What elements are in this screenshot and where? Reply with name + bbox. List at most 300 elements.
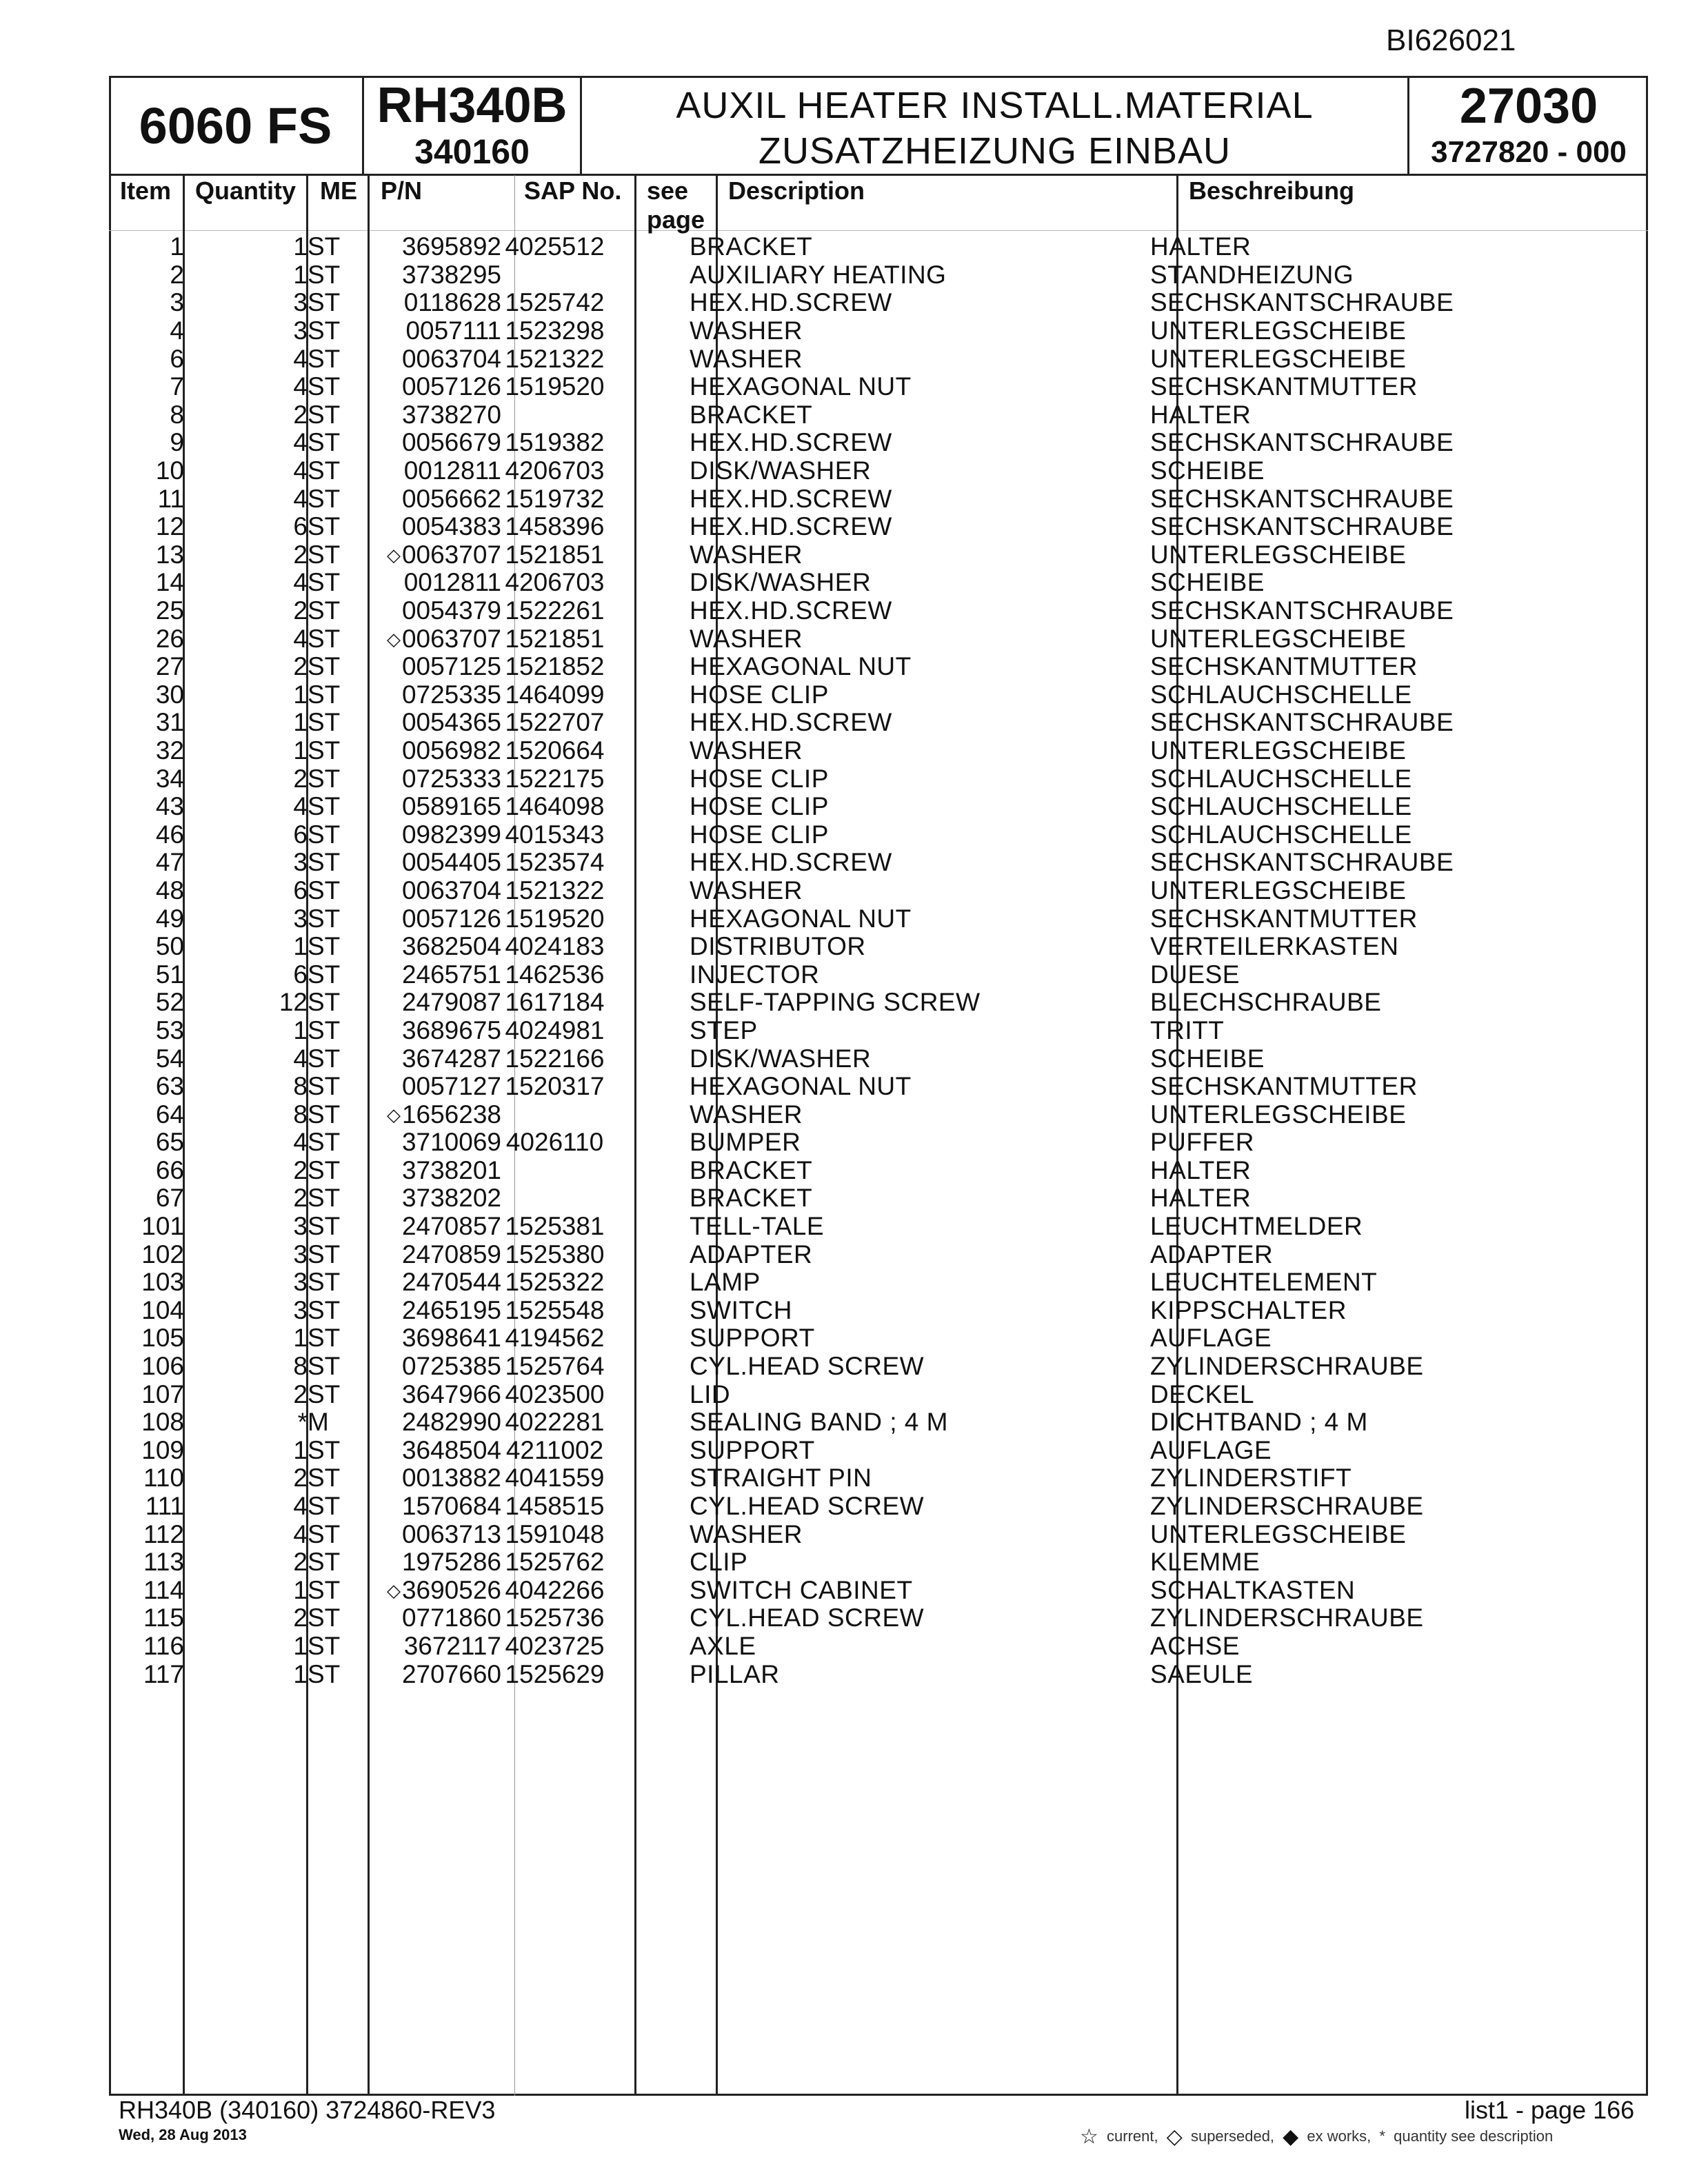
item-cell: 117 [143, 1660, 184, 1688]
sap-cell: 1525742 [505, 289, 605, 317]
pn-cell [369, 1437, 501, 1465]
table-row [111, 1493, 1633, 1521]
pn-cell [369, 960, 501, 989]
quantity-cell: 4 [293, 345, 308, 373]
part-number: 3682504 [401, 932, 501, 961]
part-number: 0013882 [401, 1464, 501, 1493]
me-cell: ST [308, 709, 341, 737]
pn-cell [369, 261, 501, 290]
quantity-cell: 2 [293, 596, 308, 625]
description-cell: HEXAGONAL NUT [690, 904, 912, 933]
see-page-cell [608, 485, 690, 513]
description-cell: DISTRIBUTOR [690, 932, 866, 961]
description-cell: WASHER [690, 1100, 803, 1129]
item-cell: 46 [155, 820, 184, 849]
me-cell: ST [308, 625, 341, 653]
beschreibung-cell: AUFLAGE [1150, 1324, 1272, 1353]
item-cell: 105 [141, 1324, 184, 1353]
quantity-cell: 1 [293, 233, 308, 261]
me-cell: ST [308, 429, 341, 457]
sap-cell: 1525764 [505, 1352, 605, 1381]
item-cell: 103 [141, 1268, 184, 1297]
me-cell: ST [308, 1548, 341, 1577]
table-row [111, 989, 1633, 1017]
part-number: 0056662 [401, 485, 501, 513]
me-cell: ST [308, 876, 341, 904]
part-number: 3738295 [401, 261, 501, 289]
see-page-cell [608, 1324, 690, 1353]
sap-cell: 1462536 [505, 960, 605, 989]
part-number: 0012811 [403, 569, 501, 597]
quantity-cell: 1 [293, 1632, 308, 1660]
see-page-cell [608, 709, 690, 737]
item-cell: 108 [141, 1408, 184, 1437]
beschreibung-cell: ZYLINDERSCHRAUBE [1150, 1492, 1424, 1521]
see-page-cell [608, 1240, 690, 1268]
sap-cell: 4015343 [505, 820, 605, 849]
sap-cell: 1525381 [505, 1212, 605, 1241]
me-cell: ST [308, 1352, 341, 1381]
item-cell: 65 [155, 1129, 184, 1157]
item-cell: 6 [170, 345, 184, 373]
beschreibung-cell: UNTERLEGSCHEIBE [1150, 1100, 1407, 1129]
table-row [111, 1604, 1633, 1632]
item-cell: 47 [155, 849, 184, 877]
item-cell: 4 [170, 316, 184, 345]
me-cell: ST [308, 1520, 341, 1548]
see-page-cell [608, 345, 690, 373]
pn-cell [369, 597, 501, 625]
sap-cell: 1525322 [505, 1268, 605, 1297]
table-row [111, 1184, 1633, 1213]
part-number: 3738270 [401, 401, 501, 429]
sap-cell: 1525380 [505, 1240, 605, 1268]
description-cell: HEX.HD.SCREW [690, 512, 892, 541]
pn-cell [369, 289, 501, 317]
footer-page-number: list1 - page 166 [1465, 2096, 1635, 2124]
quantity-cell: 6 [293, 512, 308, 541]
see-page-cell [608, 401, 690, 429]
me-cell: ST [308, 1240, 341, 1268]
description-cell: STEP [690, 1016, 758, 1044]
sap-cell: 1522707 [505, 709, 605, 737]
assembly-subcode: 340160 [414, 132, 530, 171]
sap-cell: 4194562 [505, 1324, 605, 1353]
me-cell: ST [308, 820, 341, 849]
description-cell: WASHER [690, 625, 803, 653]
see-page-cell [608, 1184, 690, 1213]
table-row [111, 233, 1633, 261]
description-cell: SEALING BAND ; 4 M [690, 1408, 948, 1437]
sap-cell: 4023725 [505, 1632, 605, 1660]
me-cell: ST [308, 765, 341, 793]
legend-quantity-symbol: * [1379, 2127, 1385, 2145]
quantity-cell: * [297, 1408, 308, 1437]
table-row [111, 513, 1633, 541]
item-cell: 7 [170, 372, 184, 401]
pn-cell [369, 1493, 501, 1521]
beschreibung-cell: SECHSKANTSCHRAUBE [1150, 709, 1454, 737]
beschreibung-cell: SECHSKANTSCHRAUBE [1150, 289, 1454, 317]
table-row [111, 625, 1633, 653]
pn-cell [369, 541, 501, 569]
beschreibung-cell: HALTER [1150, 1184, 1252, 1213]
item-cell: 32 [155, 736, 184, 765]
part-number: 1570684 [401, 1492, 501, 1521]
pn-cell [369, 933, 501, 961]
beschreibung-cell: SCHLAUCHSCHELLE [1150, 680, 1412, 709]
beschreibung-cell: SECHSKANTSCHRAUBE [1150, 429, 1454, 457]
pn-cell [369, 737, 501, 765]
beschreibung-cell: HALTER [1150, 401, 1252, 429]
beschreibung-cell: SECHSKANTSCHRAUBE [1150, 596, 1454, 625]
description-cell: AUXILIARY HEATING [690, 261, 947, 289]
see-page-cell [608, 429, 690, 457]
document-id: BI626021 [1386, 23, 1516, 57]
pn-cell [369, 317, 501, 345]
item-cell: 104 [141, 1296, 184, 1324]
part-number: 0057126 [401, 372, 501, 401]
footer-date: Wed, 28 Aug 2013 [119, 2126, 247, 2143]
part-number: 0057127 [401, 1072, 501, 1101]
quantity-cell: 4 [293, 1520, 308, 1548]
description-cell: TELL-TALE [690, 1212, 825, 1241]
column-header-sap: SAP No. [524, 176, 622, 205]
beschreibung-cell: UNTERLEGSCHEIBE [1150, 345, 1407, 373]
see-page-cell [608, 1632, 690, 1661]
part-number: 0054379 [401, 596, 501, 625]
description-cell: BRACKET [690, 233, 813, 261]
description-cell: HEXAGONAL NUT [690, 372, 912, 401]
see-page-cell [608, 1464, 690, 1493]
me-cell: ST [308, 736, 341, 765]
me-cell: ST [308, 401, 341, 429]
see-page-cell [608, 737, 690, 765]
quantity-cell: 1 [293, 1016, 308, 1044]
item-cell: 13 [155, 540, 184, 569]
part-number: 0725335 [401, 680, 501, 709]
beschreibung-cell: SECHSKANTSCHRAUBE [1150, 849, 1454, 877]
table-row [111, 653, 1633, 681]
parts-table-body [111, 233, 1633, 1688]
description-cell: HOSE CLIP [690, 820, 829, 849]
description-cell: BRACKET [690, 1184, 813, 1213]
sap-cell: 1458396 [505, 512, 605, 541]
quantity-cell: 8 [293, 1072, 308, 1101]
table-row [111, 765, 1633, 793]
quantity-cell: 4 [293, 372, 308, 401]
table-row [111, 597, 1633, 625]
beschreibung-cell: TRITT [1150, 1016, 1225, 1044]
item-cell: 113 [143, 1548, 184, 1577]
item-cell: 64 [155, 1100, 184, 1129]
table-row [111, 1408, 1633, 1437]
sap-cell: 1519732 [505, 485, 605, 513]
description-cell: HOSE CLIP [690, 765, 829, 793]
quantity-cell: 3 [293, 849, 308, 877]
item-cell: 2 [170, 261, 184, 289]
description-cell: DISK/WASHER [690, 456, 872, 485]
pn-cell [369, 1073, 501, 1101]
me-cell: ST [308, 1604, 341, 1632]
beschreibung-cell: DUESE [1150, 960, 1240, 989]
pn-cell [369, 233, 501, 261]
part-number: 0118628 [403, 289, 501, 317]
table-row [111, 849, 1633, 877]
quantity-cell: 3 [293, 289, 308, 317]
pn-cell [369, 345, 501, 373]
beschreibung-cell: SCHEIBE [1150, 569, 1265, 597]
see-page-cell [608, 933, 690, 961]
table-row [111, 904, 1633, 933]
beschreibung-cell: ZYLINDERSTIFT [1150, 1464, 1352, 1493]
description-cell: WASHER [690, 345, 803, 373]
table-row [111, 877, 1633, 905]
table-row [111, 429, 1633, 457]
me-cell: ST [308, 792, 341, 821]
column-header-quantity: Quantity [195, 176, 297, 205]
table-row [111, 373, 1633, 401]
item-cell: 116 [143, 1632, 184, 1660]
me-cell: ST [308, 261, 341, 289]
description-cell: HEX.HD.SCREW [690, 429, 892, 457]
see-page-cell [608, 1353, 690, 1381]
me-cell: ST [308, 1129, 341, 1157]
pn-cell [369, 681, 501, 709]
sap-cell: 1591048 [505, 1520, 605, 1548]
see-page-cell [608, 1577, 690, 1605]
item-cell: 110 [143, 1464, 184, 1493]
table-row [111, 1577, 1633, 1605]
sap-cell: 1522166 [505, 1044, 605, 1073]
superseded-icon: ◇ [386, 628, 401, 649]
table-row [111, 1464, 1633, 1493]
pn-cell [369, 1604, 501, 1632]
see-page-cell [608, 1604, 690, 1632]
beschreibung-cell: SCHEIBE [1150, 1044, 1265, 1073]
part-number: 3710069 [401, 1129, 501, 1157]
part-number: 0054383 [401, 512, 501, 541]
see-page-cell [608, 793, 690, 821]
table-row [111, 541, 1633, 569]
part-number: 0063707 [401, 625, 501, 653]
legend-quantity-note: quantity see description [1394, 2127, 1554, 2145]
see-page-cell [608, 233, 690, 261]
item-cell: 31 [155, 709, 184, 737]
sap-cell: 4211002 [505, 1436, 604, 1464]
quantity-cell: 2 [293, 1380, 308, 1408]
table-row [111, 401, 1633, 429]
sap-cell: 4206703 [505, 456, 605, 485]
description-cell: STRAIGHT PIN [690, 1464, 872, 1493]
description-cell: AXLE [690, 1632, 756, 1660]
description-cell: HEXAGONAL NUT [690, 1072, 912, 1101]
see-page-cell [608, 261, 690, 290]
item-cell: 25 [155, 596, 184, 625]
table-row [111, 709, 1633, 737]
see-page-cell [608, 1380, 690, 1408]
part-number: 0054365 [401, 709, 501, 737]
beschreibung-cell: UNTERLEGSCHEIBE [1150, 540, 1407, 569]
part-number: 3672117 [403, 1632, 501, 1660]
see-page-cell [608, 1268, 690, 1297]
part-number: 0063713 [401, 1520, 501, 1548]
part-number: 1656238 [401, 1100, 501, 1129]
pn-cell [369, 1324, 501, 1353]
pn-cell [369, 1297, 501, 1325]
see-page-cell [608, 849, 690, 877]
beschreibung-cell: SECHSKANTMUTTER [1150, 1072, 1418, 1101]
quantity-cell: 2 [293, 1604, 308, 1632]
table-row [111, 1073, 1633, 1101]
part-number: 2470859 [401, 1240, 501, 1268]
me-cell: ST [308, 989, 341, 1017]
see-page-cell [608, 1408, 690, 1437]
part-number: 0057126 [401, 904, 501, 933]
description-cell: SELF-TAPPING SCREW [690, 989, 981, 1017]
see-page-cell [608, 877, 690, 905]
parts-table [111, 233, 1633, 1688]
sap-cell: 1521851 [505, 540, 605, 569]
part-number: 2470857 [401, 1212, 501, 1241]
quantity-cell: 1 [293, 1660, 308, 1688]
table-row [111, 1268, 1633, 1297]
sap-cell: 1521851 [505, 625, 605, 653]
item-cell: 1 [170, 233, 184, 261]
table-row [111, 261, 1633, 290]
description-cell: CYL.HEAD SCREW [690, 1492, 925, 1521]
sap-cell: 1521322 [505, 345, 605, 373]
pn-cell [369, 904, 501, 933]
quantity-cell: 4 [293, 1492, 308, 1521]
see-page-cell [608, 289, 690, 317]
beschreibung-cell: LEUCHTMELDER [1150, 1212, 1363, 1241]
part-number: 0056982 [401, 736, 501, 765]
table-row [111, 345, 1633, 373]
part-number: 0063707 [401, 540, 501, 569]
item-cell: 11 [157, 485, 184, 513]
description-cell: ADAPTER [690, 1240, 813, 1268]
part-number: 3738202 [401, 1184, 501, 1213]
column-header-item: Item [120, 176, 172, 205]
part-number: 0063704 [401, 876, 501, 904]
item-cell: 112 [143, 1520, 184, 1548]
table-row [111, 317, 1633, 345]
table-row [111, 1157, 1633, 1185]
quantity-cell: 8 [293, 1352, 308, 1381]
pn-cell [369, 429, 501, 457]
beschreibung-cell: DICHTBAND ; 4 M [1150, 1408, 1368, 1437]
me-cell: ST [308, 1632, 341, 1660]
item-cell: 8 [170, 401, 184, 429]
pn-cell [369, 373, 501, 401]
table-row [111, 793, 1633, 821]
item-cell: 102 [141, 1240, 184, 1268]
see-page-cell [608, 1213, 690, 1241]
see-page-cell [608, 541, 690, 569]
part-number: 3689675 [401, 1016, 501, 1044]
me-cell: ST [308, 932, 341, 961]
description-cell: HOSE CLIP [690, 792, 829, 821]
table-row [111, 1213, 1633, 1241]
sap-cell: 1521322 [505, 876, 605, 904]
description-cell: HEX.HD.SCREW [690, 596, 892, 625]
pn-cell [369, 1380, 501, 1408]
table-row [111, 1660, 1633, 1688]
me-cell: ST [308, 1016, 341, 1044]
sap-cell: 1525736 [505, 1604, 605, 1632]
table-row [111, 1017, 1633, 1045]
item-cell: 10 [155, 456, 184, 485]
me-cell: ST [308, 1464, 341, 1493]
table-row [111, 1632, 1633, 1661]
item-cell: 52 [155, 989, 184, 1017]
see-page-cell [608, 681, 690, 709]
description-cell: HEXAGONAL NUT [690, 652, 912, 681]
part-number: 0589165 [401, 792, 501, 821]
item-cell: 30 [155, 680, 184, 709]
me-cell: ST [308, 1072, 341, 1101]
pn-cell [369, 820, 501, 849]
me-cell: ST [308, 1324, 341, 1353]
me-cell: ST [308, 485, 341, 513]
pn-cell [369, 1100, 501, 1129]
description-cell: SWITCH CABINET [690, 1576, 913, 1604]
part-number: 3648504 [401, 1436, 501, 1464]
item-cell: 109 [141, 1436, 184, 1464]
column-header-see-page: see page [647, 176, 705, 234]
table-row [111, 289, 1633, 317]
quantity-cell: 3 [293, 904, 308, 933]
diamond-filled-icon: ◆ [1283, 2125, 1299, 2148]
table-row [111, 1520, 1633, 1548]
me-cell: ST [308, 316, 341, 345]
item-cell: 50 [155, 932, 184, 961]
title-english: AUXIL HEATER INSTALL.MATERIAL [676, 85, 1314, 126]
beschreibung-cell: LEUCHTELEMENT [1150, 1268, 1378, 1297]
column-header-description: Description [728, 176, 865, 205]
item-cell: 14 [155, 569, 184, 597]
see-page-cell [608, 1073, 690, 1101]
table-row [111, 1044, 1633, 1073]
sap-cell: 1523574 [505, 849, 605, 877]
see-page-cell [608, 1017, 690, 1045]
quantity-cell: 6 [293, 876, 308, 904]
pn-cell [369, 1464, 501, 1493]
sap-cell: 1523298 [505, 316, 605, 345]
sap-cell [501, 401, 608, 429]
beschreibung-cell: ADAPTER [1150, 1240, 1274, 1268]
item-cell: 67 [155, 1184, 184, 1213]
me-cell: M [308, 1408, 329, 1437]
pn-cell [369, 1184, 501, 1213]
pn-cell [369, 709, 501, 737]
see-page-cell [608, 1660, 690, 1688]
quantity-cell: 4 [293, 792, 308, 821]
beschreibung-cell: BLECHSCHRAUBE [1150, 989, 1382, 1017]
table-row [111, 1100, 1633, 1129]
quantity-cell: 4 [293, 429, 308, 457]
quantity-cell: 2 [293, 652, 308, 681]
sap-cell: 1525629 [505, 1660, 605, 1688]
part-number: 3738201 [401, 1156, 501, 1184]
beschreibung-cell: SCHEIBE [1150, 456, 1265, 485]
footer-reference: RH340B (340160) 3724860-REV3 [119, 2096, 496, 2124]
description-cell: CLIP [690, 1548, 748, 1577]
beschreibung-cell: ZYLINDERSCHRAUBE [1150, 1604, 1424, 1632]
description-cell: WASHER [690, 736, 803, 765]
legend-current: current, [1107, 2127, 1158, 2145]
